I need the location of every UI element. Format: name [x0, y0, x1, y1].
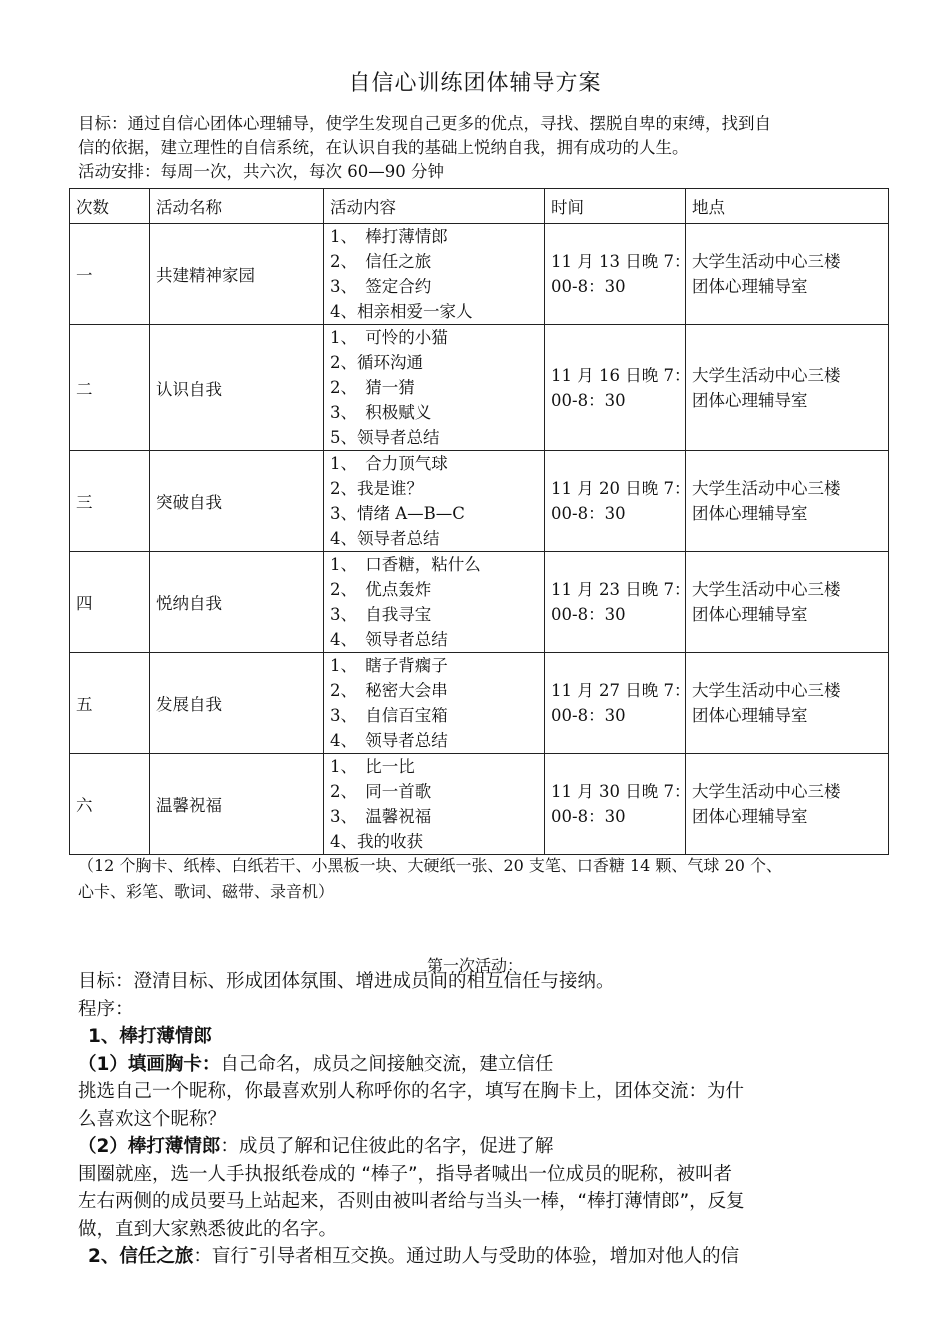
schedule-line: 活动安排：每周一次，共六次，每次 60—90 分钟	[78, 162, 444, 181]
row-num: 六	[70, 754, 150, 855]
page-title: 自信心训练团体辅导方案	[348, 71, 602, 96]
row-place	[686, 224, 889, 325]
step-item: 4、领导者总结	[330, 529, 440, 548]
step-item: 2、 同一首歌	[330, 782, 432, 801]
header-name: 活动名称	[150, 189, 324, 224]
time-line-2: 00-8：30	[551, 277, 626, 296]
row-place	[686, 552, 889, 653]
sub-item-2-desc-1: 围圈就座，选一人手执报纸卷成的 “棒子”，指导者喊出一位成员的昵称，被叫者	[78, 1163, 733, 1185]
sub-item-2-title: （2）棒打薄情郎	[78, 1136, 221, 1157]
step-item: 3、 签定合约	[330, 277, 432, 296]
materials-line-1: （12 个胸卡、纸棒、白纸若干、小黑板一块、大硬纸一张、20 支笔、口香糖 14 颗、气球 20 个、	[78, 856, 782, 875]
row-time	[545, 754, 691, 855]
row-num: 五	[70, 653, 150, 754]
materials-line-2: 心卡、彩笔、歌词、磁带、录音机）	[78, 882, 335, 901]
sub-item-1-text: 自己命名，成员之间接触交流，建立信任	[220, 1053, 554, 1075]
row-activity-steps	[324, 754, 545, 855]
goal-line-2: 信的依据，建立理性的自信系统，在认识自我的基础上悦纳自我，拥有成功的人生。	[78, 138, 689, 157]
row-activity-steps	[324, 653, 545, 754]
place-line-1: 大学生活动中心三楼	[692, 479, 841, 498]
time-line-1: 11 月 27 日晚 7：	[551, 681, 691, 700]
place-line-2: 团体心理辅导室	[692, 605, 808, 624]
step-item: 2、 秘密大会串	[330, 681, 448, 700]
step-item: 3、 自信百宝箱	[330, 706, 448, 725]
step-item: 1、 棒打薄情郎	[330, 227, 448, 246]
table-row	[70, 224, 889, 325]
time-line-1: 11 月 23 日晚 7：	[551, 580, 691, 599]
table-row	[70, 451, 889, 552]
step-item: 4、相亲相爱一家人	[330, 302, 473, 321]
step-item: 4、 领导者总结	[330, 731, 448, 750]
time-line-2: 00-8：30	[551, 504, 626, 523]
row-activity-steps	[324, 224, 545, 325]
header-num: 次数	[70, 189, 150, 224]
step-item: 5、领导者总结	[330, 428, 440, 447]
step-item: 1、 比一比	[330, 757, 415, 776]
time-line-2: 00-8：30	[551, 706, 626, 725]
place-line-1: 大学生活动中心三楼	[692, 782, 841, 801]
sub-item-2	[78, 1133, 893, 1161]
row-place	[686, 325, 889, 451]
header-time: 时间	[545, 189, 686, 224]
row-activity-name: 认识自我	[150, 325, 324, 451]
step-item: 2、 优点轰炸	[330, 580, 432, 599]
place-line-2: 团体心理辅导室	[692, 390, 808, 410]
step-item: 1、 合力顶气球	[330, 454, 448, 473]
sub-item-2-desc-2: 左右两侧的成员要马上站起来，否则由被叫者给与当头一棒，“棒打薄情郎”，反复	[78, 1191, 745, 1212]
sub-item-1-desc-1: 挑选自己一个昵称，你最喜欢别人称呼你的名字，填写在胸卡上，团体交流：为什	[78, 1081, 745, 1102]
row-activity-name: 突破自我	[150, 451, 324, 552]
procedure-label: 程序：	[78, 998, 134, 1020]
item-1-title: 1、棒打薄情郎	[88, 1026, 212, 1047]
sub-item-1-desc-2: 么喜欢这个昵称？	[78, 1108, 227, 1130]
item-2	[78, 1243, 893, 1271]
step-item: 2、 信任之旅	[330, 252, 432, 271]
table-row	[70, 754, 889, 855]
time-line-1: 11 月 13 日晚 7：	[551, 252, 691, 271]
sub-item-1-title: （1）填画胸卡：	[78, 1053, 221, 1075]
place-line-2: 团体心理辅导室	[692, 807, 808, 826]
row-place	[686, 451, 889, 552]
place-line-1: 大学生活动中心三楼	[692, 365, 841, 385]
row-num: 二	[70, 325, 150, 451]
step-item: 1、 瞎子背瘸子	[330, 656, 448, 675]
row-num: 一	[70, 224, 150, 325]
row-activity-name: 温馨祝福	[150, 754, 324, 855]
table-row	[70, 552, 889, 653]
place-line-1: 大学生活动中心三楼	[692, 252, 841, 271]
time-line-2: 00-8：30	[551, 390, 626, 410]
step-item: 2、我是谁？	[330, 479, 423, 498]
materials-note	[78, 853, 893, 905]
table-row	[70, 653, 889, 754]
plan-table	[69, 188, 889, 855]
section-heading: 第一次活动：	[426, 956, 523, 975]
intro	[78, 112, 888, 184]
step-item: 3、 温馨祝福	[330, 807, 432, 826]
item-2-title: 2、信任之旅	[88, 1246, 194, 1267]
step-item: 1、 口香糖，粘什么	[330, 555, 481, 574]
time-line-1: 11 月 20 日晚 7：	[551, 479, 691, 498]
time-line-2: 00-8：30	[551, 605, 626, 624]
item-2-text: ：盲行¯引导者相互交换。通过助人与受助的体验，增加对他人的信	[193, 1246, 740, 1267]
step-item: 1、 可怜的小猫	[330, 328, 448, 347]
row-time	[545, 653, 691, 754]
row-activity-steps	[324, 451, 545, 552]
row-time	[545, 451, 691, 552]
step-item: 4、我的收获	[330, 832, 423, 851]
header-content: 活动内容	[324, 189, 545, 224]
first-activity-body	[78, 968, 893, 1271]
row-activity-steps	[324, 325, 545, 451]
sub-item-1	[78, 1051, 893, 1079]
place-line-1: 大学生活动中心三楼	[692, 681, 841, 700]
header-place: 地点	[686, 189, 889, 224]
row-time	[545, 325, 691, 451]
sub-item-2-text: ：成员了解和记住彼此的名字，促进了解	[220, 1136, 554, 1157]
row-place	[686, 754, 889, 855]
row-num: 三	[70, 451, 150, 552]
activity-goal: 目标：澄清目标、形成团体氛围、增进成员间的相互信任与接纳。	[78, 971, 615, 992]
sub-item-2-desc-3: 做，直到大家熟悉彼此的名字。	[78, 1218, 338, 1240]
row-activity-name: 共建精神家园	[150, 224, 324, 325]
place-line-1: 大学生活动中心三楼	[692, 580, 841, 599]
time-line-1: 11 月 16 日晚 7：	[551, 365, 691, 385]
step-item: 3、 自我寻宝	[330, 605, 432, 624]
place-line-2: 团体心理辅导室	[692, 706, 808, 725]
row-time	[545, 552, 691, 653]
goal-line-1: 目标：通过自信心团体心理辅导，使学生发现自己更多的优点，寻找、摆脱自卑的束缚，找到自	[78, 114, 771, 133]
step-item: 3、情绪 A—B—C	[330, 504, 465, 523]
time-line-2: 00-8：30	[551, 807, 626, 826]
place-line-2: 团体心理辅导室	[692, 504, 808, 523]
step-item: 2、 猜一猜	[330, 378, 415, 397]
row-activity-name: 悦纳自我	[150, 552, 324, 653]
row-time	[545, 224, 691, 325]
table-header-row	[70, 189, 889, 224]
step-item: 3、 积极赋义	[330, 403, 432, 422]
row-num: 四	[70, 552, 150, 653]
step-item: 4、 领导者总结	[330, 630, 448, 649]
time-line-1: 11 月 30 日晚 7：	[551, 782, 691, 801]
step-item: 2、循环沟通	[330, 353, 423, 372]
place-line-2: 团体心理辅导室	[692, 277, 808, 296]
row-place	[686, 653, 889, 754]
row-activity-steps	[324, 552, 545, 653]
table-row	[70, 325, 889, 451]
row-activity-name: 发展自我	[150, 653, 324, 754]
